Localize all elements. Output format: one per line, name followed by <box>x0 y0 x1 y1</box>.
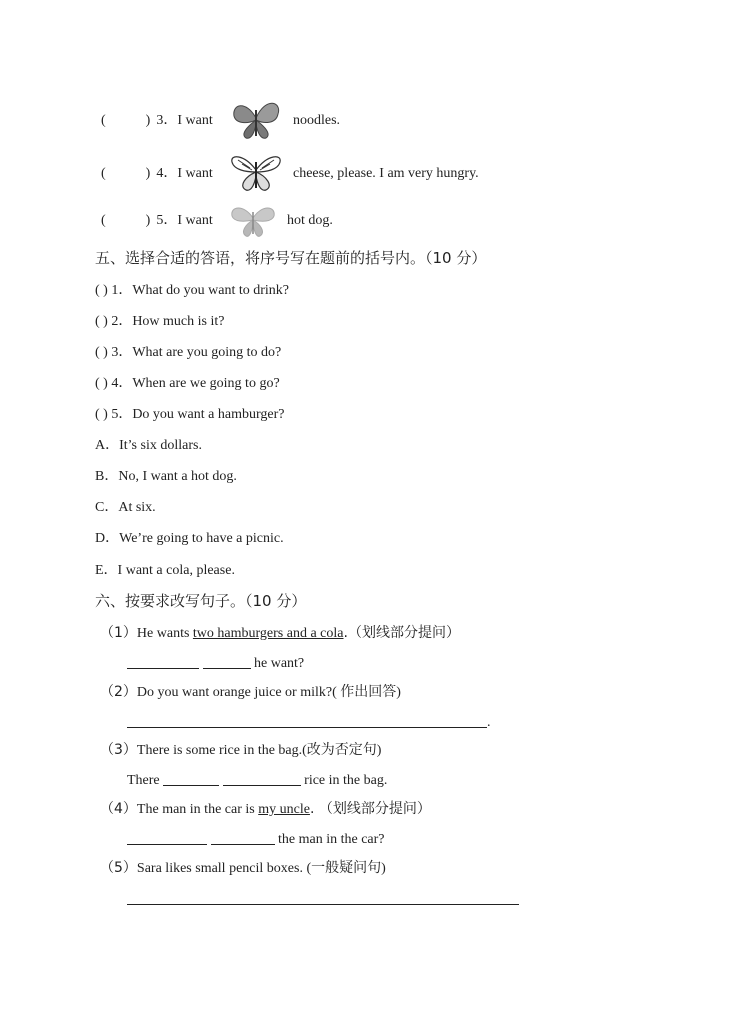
question-number: 3． <box>156 113 178 128</box>
section-six-heading: 六、按要求改写句子。（10 分） <box>95 592 307 610</box>
answer-paren-open: ( <box>101 166 106 181</box>
answer-line-1 <box>127 654 304 673</box>
answer-paren-open: ( <box>101 113 106 128</box>
match-question: ( ) 2．How much is it? <box>95 314 225 329</box>
answer-paren-open: ( <box>101 213 106 228</box>
question-instruction: .（划线部分提问） <box>343 625 460 641</box>
butterfly-icon <box>228 198 278 240</box>
question-text: He wants <box>136 626 193 641</box>
answer-head: There <box>127 773 160 788</box>
answer-blank[interactable] <box>163 771 219 786</box>
answer-blank[interactable] <box>223 771 301 786</box>
answer-paren-close: ) <box>145 113 151 128</box>
answer-blank[interactable] <box>127 713 487 728</box>
question-number: （3） <box>100 742 137 758</box>
question-text: Sara likes small pencil boxes. (一般疑问句) <box>136 861 386 876</box>
answer-option: C．At six. <box>95 500 156 515</box>
question-suffix: cheese, please. I am very hungry. <box>293 166 479 181</box>
answer-paren-close: ) <box>145 166 151 181</box>
rewrite-question-3 <box>100 741 381 760</box>
answer-line-4 <box>127 830 385 849</box>
question-number: （2） <box>100 684 137 700</box>
rewrite-question-2 <box>100 683 401 702</box>
answer-tail: rice in the bag. <box>304 773 388 788</box>
answer-option: D．We’re going to have a picnic. <box>95 531 284 546</box>
answer-blank[interactable] <box>127 890 519 905</box>
answer-line-5 <box>127 890 519 909</box>
answer-line-2 <box>127 713 491 732</box>
question-prefix: I want <box>177 113 213 128</box>
question-suffix: noodles. <box>293 113 341 128</box>
answer-option: B．No, I want a hot dog. <box>95 469 237 484</box>
rewrite-question-4 <box>100 800 431 819</box>
rewrite-question-5 <box>100 859 386 878</box>
answer-tail: he want? <box>254 656 305 671</box>
question-text: Do you want orange juice or milk?( 作出回答) <box>136 685 401 700</box>
question-instruction: . （划线部分提问） <box>309 801 431 817</box>
underlined-phrase: two hamburgers and a cola <box>192 626 344 641</box>
match-question: ( ) 5．Do you want a hamburger? <box>95 407 285 422</box>
question-number: （5） <box>100 860 137 876</box>
match-question: ( ) 1．What do you want to drink? <box>95 283 290 298</box>
question-prefix: I want <box>177 166 213 181</box>
match-question: ( ) 4．When are we going to go? <box>95 376 280 391</box>
rewrite-question-1 <box>100 624 460 643</box>
picture-question-3 <box>101 112 213 130</box>
answer-option: E．I want a cola, please. <box>95 563 235 578</box>
answer-blank[interactable] <box>211 830 275 845</box>
answer-line-3 <box>127 771 387 790</box>
answer-blank[interactable] <box>203 654 251 669</box>
answer-blank[interactable] <box>127 830 207 845</box>
question-text: The man in the car is <box>136 802 259 817</box>
answer-option: A．It’s six dollars. <box>95 438 202 453</box>
butterfly-icon <box>228 96 284 144</box>
picture-question-4 <box>101 165 213 183</box>
answer-blank[interactable] <box>127 654 199 669</box>
question-prefix: I want <box>177 213 213 228</box>
question-number: （1） <box>100 625 137 641</box>
butterfly-icon <box>228 150 284 194</box>
picture-question-5 <box>101 212 213 230</box>
answer-tail: . <box>487 715 491 730</box>
answer-tail: the man in the car? <box>278 832 385 847</box>
match-question: ( ) 3．What are you going to do? <box>95 345 282 360</box>
section-five-heading: 五、选择合适的答语，将序号写在题前的括号内。（10 分） <box>95 249 487 267</box>
question-number: 5． <box>156 213 178 228</box>
question-number: 4． <box>156 166 178 181</box>
question-text: There is some rice in the bag.(改为否定句) <box>136 743 382 758</box>
question-suffix: hot dog. <box>287 213 333 228</box>
answer-paren-close: ) <box>145 213 151 228</box>
underlined-phrase: my uncle <box>258 802 310 817</box>
question-number: （4） <box>100 801 137 817</box>
